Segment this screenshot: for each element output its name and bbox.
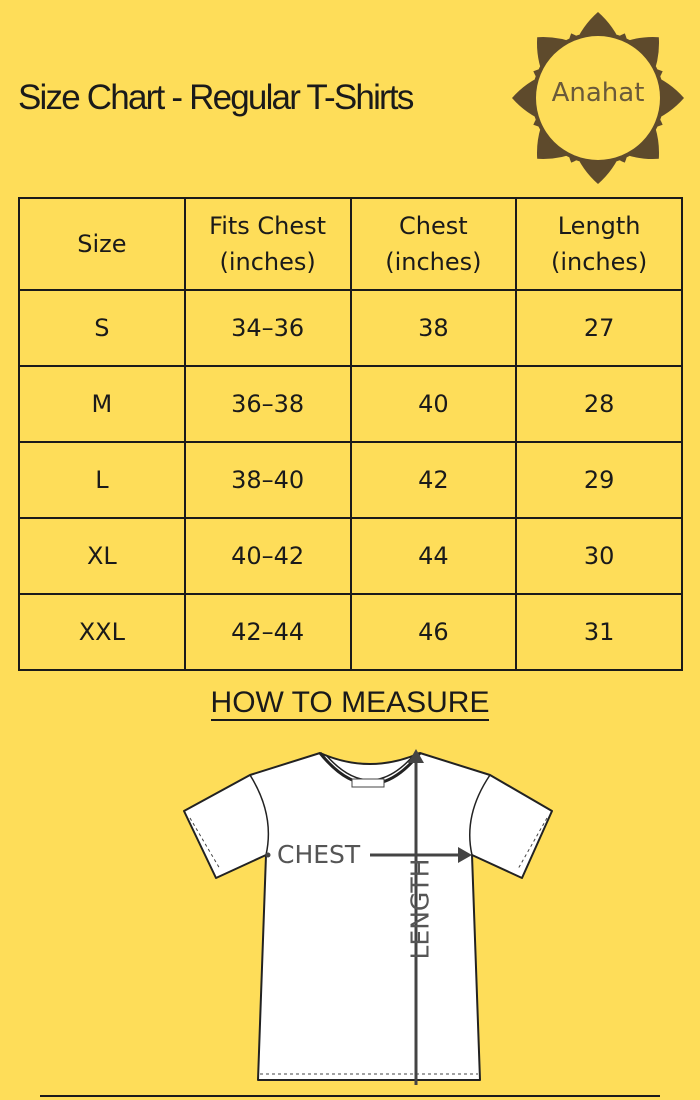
page-title: Size Chart - Regular T-Shirts <box>18 78 413 117</box>
cell-length: 31 <box>516 594 682 670</box>
cell-chest: 40 <box>351 366 517 442</box>
size-chart-table <box>18 197 683 671</box>
logo-text: Anahat <box>551 78 645 108</box>
table-row <box>19 366 682 442</box>
table-header-row <box>19 198 682 290</box>
header-length: Length (inches) <box>516 198 682 290</box>
cell-chest: 38 <box>351 290 517 366</box>
how-to-measure-heading: HOW TO MEASURE <box>210 686 490 719</box>
chest-label: CHEST <box>277 840 361 869</box>
brand-logo <box>506 6 690 190</box>
cell-length: 30 <box>516 518 682 594</box>
table-row <box>19 594 682 670</box>
cell-chest: 44 <box>351 518 517 594</box>
header-chest: Chest (inches) <box>351 198 517 290</box>
cell-length: 28 <box>516 366 682 442</box>
bottom-divider <box>40 1095 660 1097</box>
header-size: Size <box>19 198 185 290</box>
cell-chest: 42 <box>351 442 517 518</box>
cell-length: 29 <box>516 442 682 518</box>
cell-size: XXL <box>19 594 185 670</box>
cell-size: XL <box>19 518 185 594</box>
table-row <box>19 290 682 366</box>
header-fits-chest: Fits Chest (inches) <box>185 198 351 290</box>
table-row <box>19 518 682 594</box>
cell-fits-chest: 34–36 <box>185 290 351 366</box>
tshirt-illustration <box>180 745 560 1090</box>
cell-size: M <box>19 366 185 442</box>
cell-fits-chest: 40–42 <box>185 518 351 594</box>
cell-size: S <box>19 290 185 366</box>
cell-fits-chest: 38–40 <box>185 442 351 518</box>
cell-fits-chest: 36–38 <box>185 366 351 442</box>
cell-length: 27 <box>516 290 682 366</box>
cell-size: L <box>19 442 185 518</box>
cell-chest: 46 <box>351 594 517 670</box>
length-label: LENGTH <box>405 858 435 960</box>
table-row <box>19 442 682 518</box>
cell-fits-chest: 42–44 <box>185 594 351 670</box>
